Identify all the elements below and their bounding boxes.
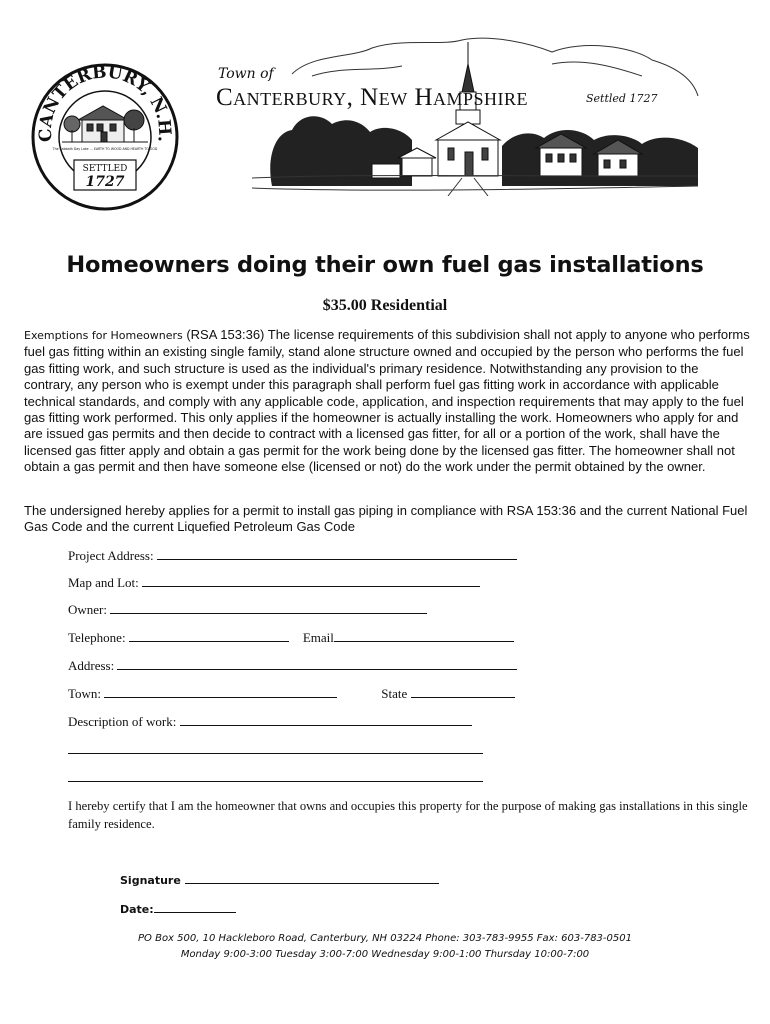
town-seal [30,62,180,212]
description-line-2 [68,740,483,758]
description-label: Description of work: [68,714,180,729]
owner-field[interactable] [110,600,245,614]
date-field[interactable] [154,902,236,913]
footer-hours: Monday 9:00-3:00 Tuesday 3:00-7:00 Wednesday 9:00-1:00 Thursday 10:00-7:00 [180,949,590,960]
village-illustration [252,36,700,196]
state-field[interactable] [411,684,515,698]
description-line-3 [68,768,483,786]
settled-year-label: Settled 1727 [586,92,658,105]
town-state-row [68,684,515,702]
signature-row [120,873,439,887]
town-field[interactable] [104,684,337,698]
owner-field-ext[interactable] [245,600,417,614]
exemption-paragraph [24,327,750,476]
email-field[interactable] [334,628,514,642]
description-field-line-2[interactable] [68,740,483,754]
project-address-row [68,546,517,564]
date-label: Date: [120,903,154,916]
contact-row [68,628,514,646]
town-name-title: Canterbury, New Hampshire [216,84,529,111]
address-row [68,656,517,674]
telephone-label: Telephone: [68,630,129,645]
description-field-line-3[interactable] [68,768,483,782]
signature-label: Signature [120,874,181,887]
map-lot-field[interactable] [142,573,480,587]
exemption-lead: Exemptions for Homeowners [24,329,183,342]
seal-settled-label: SETTLED [82,164,128,174]
project-address-field[interactable] [157,546,517,560]
seal-motto: The Sabbath Day Lake … EARTH TO WOOD AND HEARTH TO GOD [52,147,158,151]
footer [0,931,770,963]
owner-label: Owner: [68,602,111,617]
footer-contact: PO Box 500, 10 Hackleboro Road, Canterbury, NH 03224 Phone: 303-783-9955 Fax: 603-783-0501 [138,933,632,944]
page-title: Homeowners doing their own fuel gas installations [66,252,704,278]
description-row [68,712,472,730]
date-row [120,902,236,916]
map-lot-row [68,573,480,591]
owner-field-tail [417,600,427,614]
address-label: Address: [68,658,118,673]
map-lot-label: Map and Lot: [68,575,143,590]
residential-fee: $35.00 Residential [322,297,448,314]
project-address-label: Project Address: [68,548,157,563]
application-statement: The undersigned hereby applies for a permit to install gas piping in compliance with RSA 153:36 and the current National Fuel Gas Code and the current Liquefied Petroleum Gas Code [24,503,748,535]
town-label: Town: [68,686,105,701]
address-field[interactable] [117,656,517,670]
town-of-label: Town of [218,66,274,82]
email-label: Email [302,630,334,645]
exemption-text: (RSA 153:36) The license requirements of this subdivision shall not apply to anyone who performs fuel gas fitting within an existing single family, stand alone structure owned and occupied by the person who performs the fuel gas fitting work, and such structure is used as the individual's primary residence. Notwithstanding any provision to the contrary, any person who is exempt under this paragraph shall perform fuel gas fitting work in accordance with applicable technical standards, and comply with any applicable code, application, and inspection requirements that may apply to the fuel gas fitting work performed. This only applies if the homeowner is actually installing the work. Homeowners who apply for and are issued gas permits and then decide to contract with a licensed gas fitter, for all or a portion of the work, shall have the licensed gas fitter apply and obtain a gas permit for the work being done by the licensed gas fitter. The homeowner shall not obtain a gas permit and then have someone else (licensed or not) do the work under the permit obtained by the owner. [24,327,750,475]
telephone-field[interactable] [129,628,289,642]
seal-year: 1727 [85,174,125,190]
seal-ring-text: CANTERBURY, N.H. [35,62,175,144]
town-banner [212,36,700,196]
signature-field[interactable] [185,873,439,884]
owner-row [68,600,427,618]
description-field[interactable] [180,712,472,726]
certification-statement: I hereby certify that I am the homeowner that owns and occupies this property for the purpose of making gas installations in this single family residence. [68,799,748,831]
state-label: State [381,686,411,701]
